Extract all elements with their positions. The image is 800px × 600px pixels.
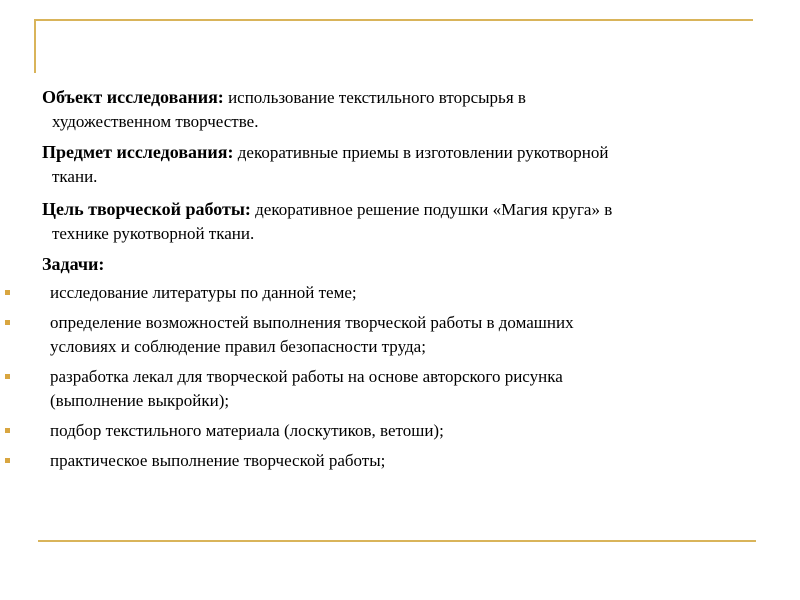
research-object-label: Объект исследования: (42, 87, 224, 107)
task-item (0, 419, 800, 443)
task-text: исследование литературы по данной теме; (50, 283, 357, 302)
square-bullet-icon (5, 458, 10, 463)
square-bullet-icon (5, 290, 10, 295)
research-object-text: использование текстильного вторсырья в (223, 88, 526, 107)
slide-content (0, 85, 800, 479)
task-item (0, 365, 800, 413)
research-object-paragraph (0, 85, 800, 134)
task-item (0, 449, 800, 473)
tasks-heading-paragraph (0, 252, 800, 277)
tasks-heading: Задачи: (42, 254, 105, 274)
research-subject-text-cont: ткани. (52, 167, 98, 186)
goal-text-cont: технике рукотворной ткани. (52, 224, 255, 243)
top-rule (35, 19, 753, 21)
goal-label: Цель творческой работы: (42, 199, 251, 219)
square-bullet-icon (5, 374, 10, 379)
goal-paragraph (0, 197, 800, 246)
task-item (0, 311, 800, 359)
task-text-cont: условиях и соблюдение правил безопасности труда; (50, 337, 426, 356)
bottom-rule (38, 540, 756, 542)
research-subject-label: Предмет исследования: (42, 142, 234, 162)
task-text: подбор текстильного материала (лоскутиков, ветоши); (50, 421, 444, 440)
research-subject-text: декоративные приемы в изготовлении рукотворной (233, 143, 609, 162)
square-bullet-icon (5, 320, 10, 325)
tasks-list (0, 281, 800, 473)
task-text-cont: (выполнение выкройки); (50, 391, 230, 410)
research-object-text-cont: художественном творчестве. (52, 112, 259, 131)
left-rule (34, 19, 36, 73)
research-subject-paragraph (0, 140, 800, 189)
square-bullet-icon (5, 428, 10, 433)
task-text: разработка лекал для творческой работы на основе авторского рисунка (50, 367, 563, 386)
task-text: практическое выполнение творческой работы; (50, 451, 386, 470)
goal-text: декоративное решение подушки «Магия круга» в (250, 200, 613, 219)
task-text: определение возможностей выполнения творческой работы в домашних (50, 313, 574, 332)
task-item (0, 281, 800, 305)
